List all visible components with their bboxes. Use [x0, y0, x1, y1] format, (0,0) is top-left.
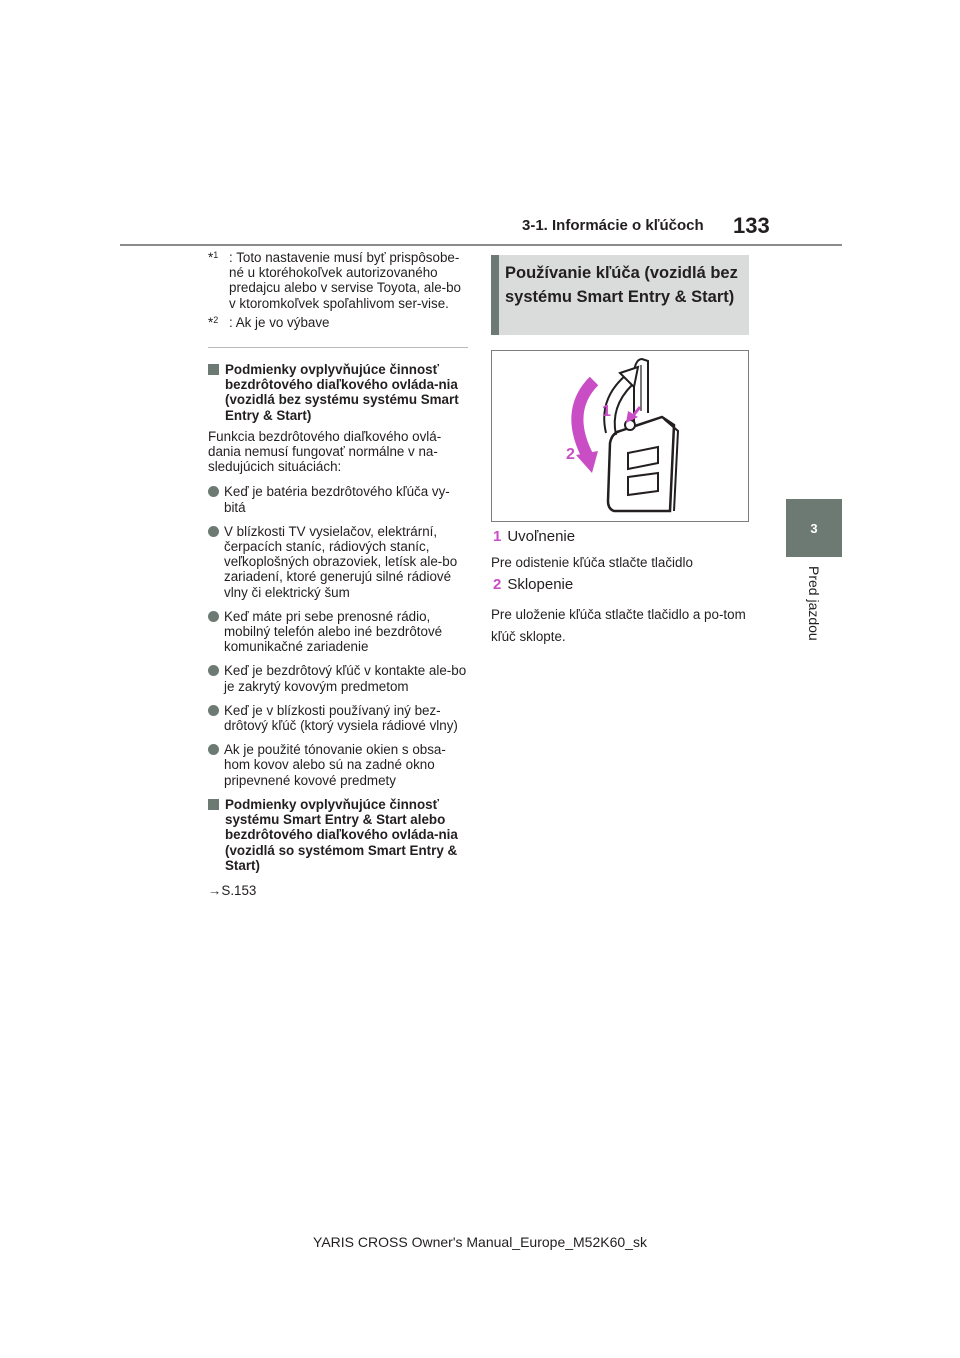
- circle-bullet-icon: [208, 486, 219, 497]
- key-illustration: [491, 350, 749, 522]
- step-number: 1: [493, 528, 502, 545]
- circle-bullet-icon: [208, 526, 219, 537]
- footnote-text: : Toto nastavenie musí byť prispôsobe-né u ktoréhokoľvek autorizovaného predajcu alebo v servise Toyota, ale-bo v ktoromkoľvek spoľahlivom ser-vise.: [229, 250, 461, 311]
- list-item: Keď je bezdrôtový kľúč v kontakte ale-bo je zakrytý kovovým predmetom: [208, 663, 468, 693]
- step-2-description: Pre uloženie kľúča stlačte tlačidlo a po-tom kľúč sklopte.: [491, 607, 746, 644]
- section-title: 3-1. Informácie o kľúčoch: [522, 217, 704, 234]
- circle-bullet-icon: [208, 611, 219, 622]
- page-footer: YARIS CROSS Owner's Manual_Europe_M52K60_sk: [313, 1234, 647, 1250]
- square-bullet-icon: [208, 799, 219, 810]
- step-title: Uvoľnenie: [507, 528, 576, 545]
- heading-accent-bar: [491, 255, 499, 335]
- section-heading-box: [491, 255, 749, 335]
- section-heading: Používanie kľúča (vozidlá bez systému Smart Entry & Start): [505, 264, 738, 306]
- intro-paragraph: Funkcia bezdrôtového diaľkového ovlá-dania nemusí fungovať normálne v na-sledujúcich situáciách:: [208, 428, 442, 475]
- list-item: Keď je v blízkosti používaný iný bez-drôtový kľúč (ktorý vysiela rádiové vlny): [208, 703, 468, 733]
- chapter-tab: [786, 499, 842, 557]
- page-number: 133: [733, 213, 770, 238]
- footnote-mark: *: [208, 314, 214, 330]
- list-item: Keď máte pri sebe prenosné rádio, mobilný telefón alebo iné bezdrôtové komunikačné zariadenie: [208, 609, 468, 655]
- circle-bullet-icon: [208, 665, 219, 676]
- list-item: V blízkosti TV vysielačov, elektrární, čerpacích staníc, rádiových staníc, veľkoplošných obrazoviek, letísk ale-bo zariadení, ktoré generujú silné rádiové vlny či elektrický šum: [208, 524, 468, 600]
- footnote-number: 2: [213, 314, 219, 325]
- footnote-1: [208, 250, 468, 311]
- page-reference-link[interactable]: →S.153: [208, 882, 257, 898]
- footnote-number: 1: [213, 250, 219, 260]
- step-1-description: Pre odistenie kľúča stlačte tlačidlo: [491, 555, 693, 570]
- folding-key-icon: [492, 351, 750, 523]
- step-1: [493, 528, 575, 545]
- step-title: Sklopenie: [507, 576, 574, 593]
- subsection-heading-2: Podmienky ovplyvňujúce činnosť systému Smart Entry & Start alebo bezdrôtového diaľkového ovláda-nia (vozidlá so systémom Smart Entry & Start): [208, 797, 468, 873]
- subsection-heading-1: Podmienky ovplyvňujúce činnosť bezdrôtového diaľkového ovláda-nia (vozidlá bez systému systému Smart Entry & Start): [208, 362, 468, 423]
- left-column: [208, 250, 468, 898]
- footnote-2: [208, 315, 468, 330]
- list-item: Ak je použité tónovanie okien s obsa-hom kovov alebo sú na zadné okno pripevnené kovové predmety: [208, 742, 468, 788]
- step-number: 2: [493, 576, 502, 593]
- step-2: [493, 576, 573, 593]
- figure-label-2: 2: [566, 446, 575, 463]
- figure-label-1: 1: [602, 403, 611, 420]
- footnote-text: : Ak je vo výbave: [229, 314, 330, 330]
- footnote-mark: *: [208, 250, 214, 265]
- square-bullet-icon: [208, 364, 219, 375]
- divider: [208, 347, 468, 348]
- circle-bullet-icon: [208, 705, 219, 716]
- header-rule: [120, 244, 842, 246]
- list-item: Keď je batéria bezdrôtového kľúča vy-bitá: [208, 484, 468, 514]
- chapter-number: 3: [810, 520, 818, 536]
- chapter-label-text: Pred jazdou: [806, 566, 822, 641]
- circle-bullet-icon: [208, 744, 219, 755]
- chapter-label: [786, 566, 842, 666]
